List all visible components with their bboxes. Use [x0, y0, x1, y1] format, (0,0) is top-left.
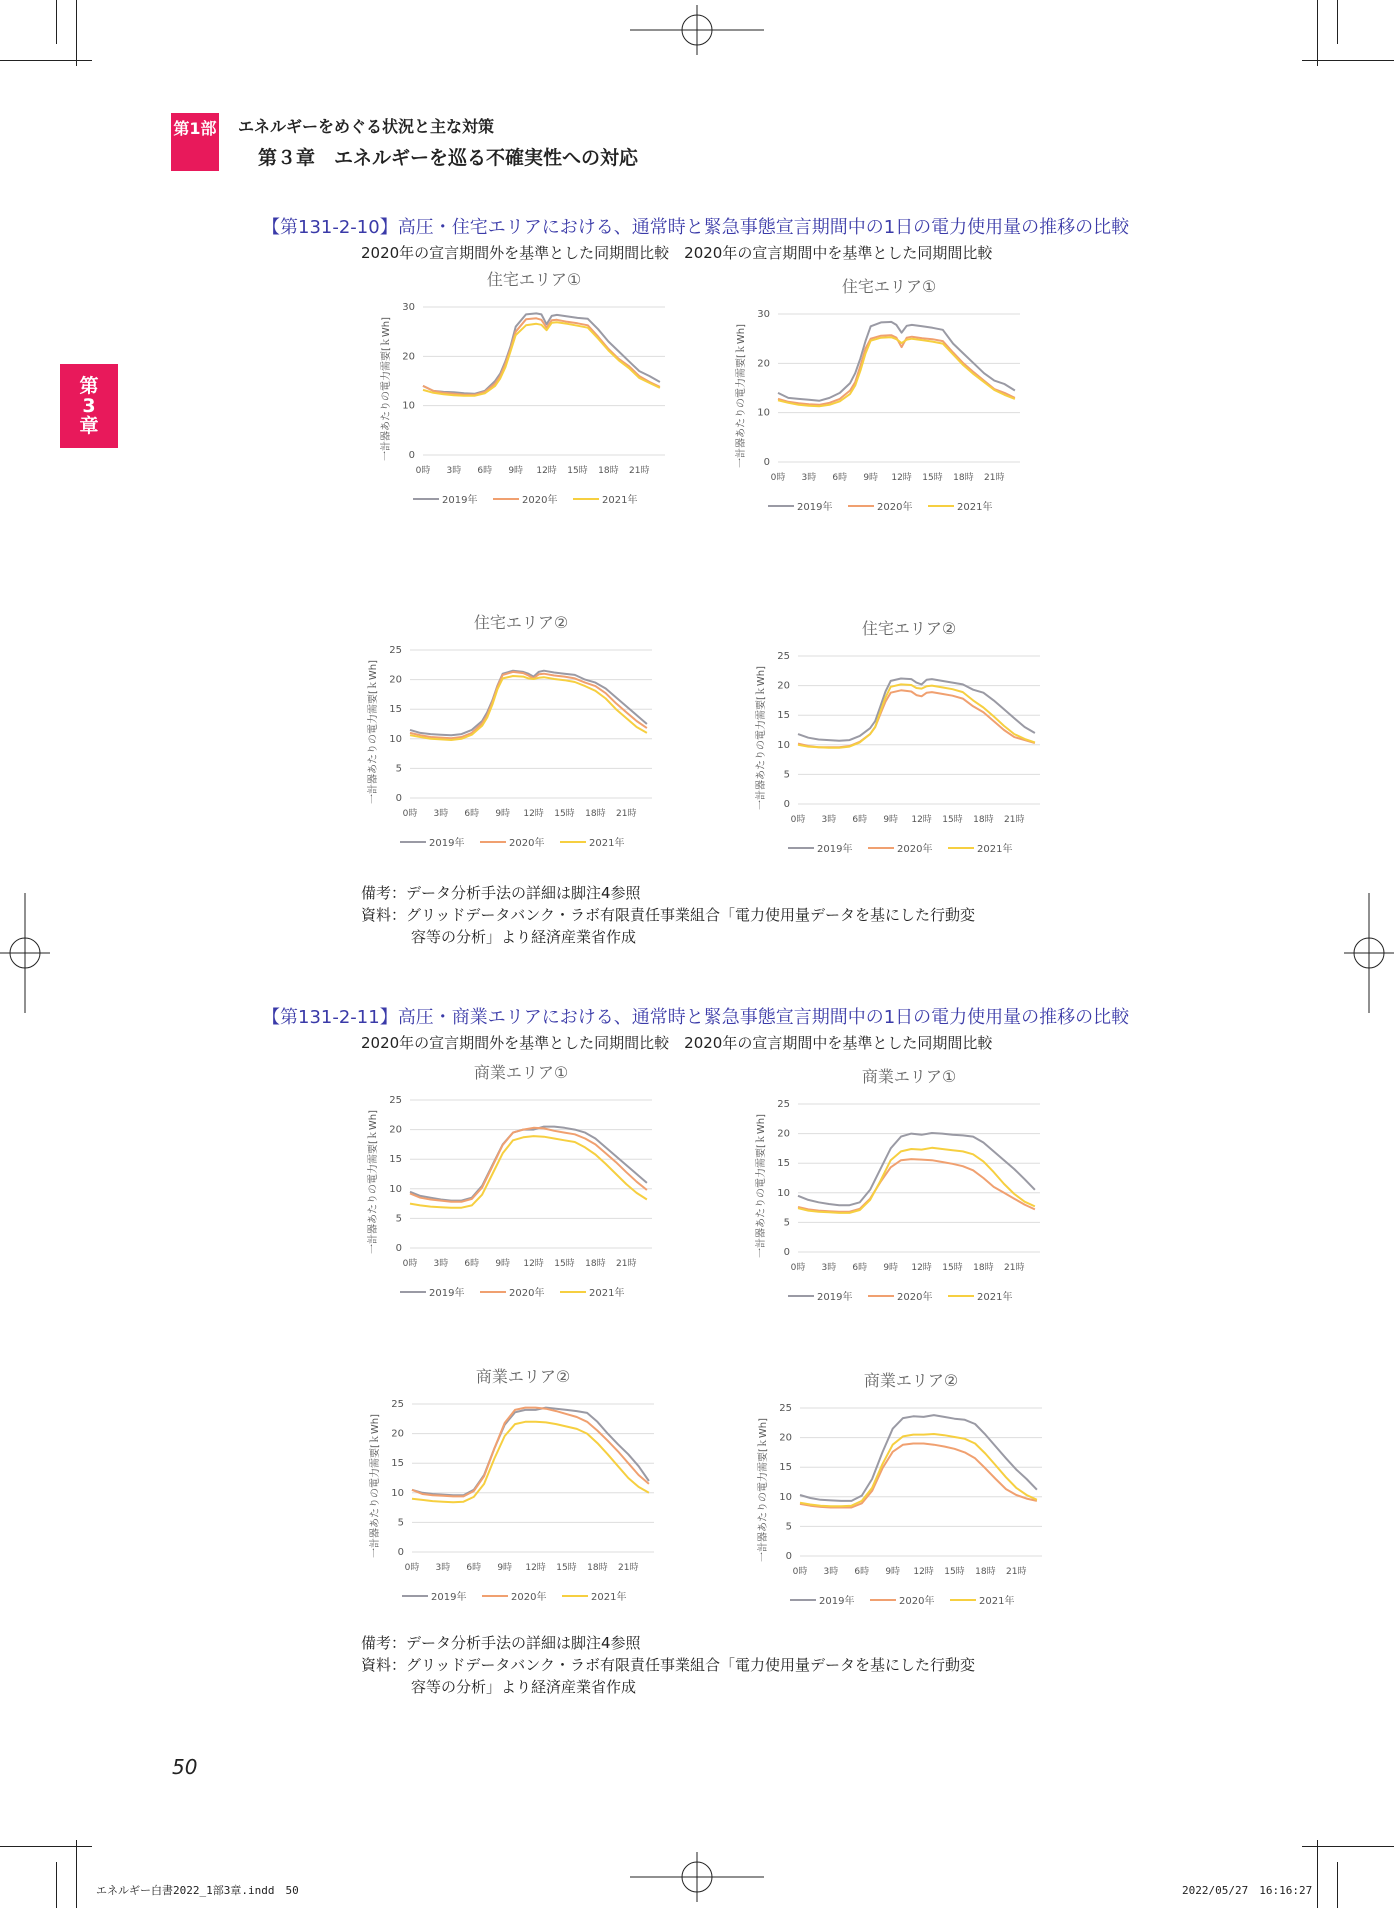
figure-2-source-cont: 容等の分析」より経済産業省作成: [411, 1678, 637, 1696]
x-tick-label: 21時: [1006, 1567, 1027, 1577]
chart-commercial-2-right: [752, 1366, 1052, 1636]
y-tick-label: 0: [783, 799, 790, 810]
x-tick-label: 6時: [854, 1567, 870, 1577]
x-tick-label: 18時: [973, 815, 994, 825]
series-line-2019年: [798, 1133, 1035, 1205]
x-tick-label: 6時: [464, 1259, 480, 1269]
x-tick-label: 0時: [790, 815, 806, 825]
x-tick-label: 15時: [922, 473, 943, 483]
figure-2-source: 資料：グリッドデータバンク・ラボ有限責任事業組合「電力使用量データを基にした行動変: [361, 1656, 975, 1674]
y-tick-label: 0: [395, 793, 402, 804]
y-tick-label: 25: [391, 1399, 404, 1410]
x-tick-label: 18時: [975, 1567, 996, 1577]
chart-title: 住宅エリア②: [861, 619, 957, 638]
figure-1-source: 資料：グリッドデータバンク・ラボ有限責任事業組合「電力使用量データを基にした行動変: [361, 906, 975, 924]
legend-label: 2020年: [511, 1592, 547, 1603]
x-tick-label: 12時: [911, 1263, 932, 1273]
x-tick-label: 3時: [435, 1563, 451, 1573]
x-tick-label: 3時: [433, 809, 449, 819]
y-tick-label: 10: [777, 739, 790, 751]
x-tick-label: 18時: [598, 466, 619, 476]
legend-label: 2021年: [589, 1288, 625, 1299]
x-tick-label: 15時: [556, 1563, 577, 1573]
y-tick-label: 10: [777, 1187, 790, 1199]
x-tick-label: 3時: [801, 473, 817, 483]
footer-timestamp: 2022/05/27 16:16:27: [1182, 1884, 1313, 1897]
y-tick-label: 10: [389, 733, 402, 745]
legend-label: 2021年: [589, 838, 625, 849]
chart-commercial-1-left: [362, 1058, 662, 1328]
series-line-2021年: [410, 1136, 647, 1208]
y-tick-label: 10: [389, 1183, 402, 1195]
side-tab-line-1: 第: [79, 375, 99, 397]
x-tick-label: 6時: [832, 473, 848, 483]
x-tick-label: 15時: [554, 809, 575, 819]
legend-label: 2020年: [877, 502, 913, 513]
part-badge: 第1部: [171, 113, 219, 141]
y-tick-label: 25: [779, 1403, 792, 1414]
chart-title: 商業エリア①: [861, 1067, 957, 1086]
legend-label: 2019年: [442, 495, 478, 506]
y-tick-label: 20: [402, 351, 415, 363]
y-tick-label: 10: [402, 400, 415, 412]
y-tick-label: 25: [777, 651, 790, 662]
x-tick-label: 12時: [523, 1259, 544, 1269]
y-tick-label: 10: [391, 1487, 404, 1499]
x-tick-label: 12時: [536, 466, 557, 476]
y-tick-label: 20: [777, 1128, 790, 1140]
legend-label: 2019年: [429, 1288, 465, 1299]
series-line-2021年: [410, 676, 647, 740]
x-tick-label: 0時: [402, 809, 418, 819]
legend-label: 2019年: [797, 502, 833, 513]
series-line-2021年: [798, 1148, 1035, 1213]
y-tick-label: 20: [777, 680, 790, 692]
series-line-2019年: [778, 322, 1015, 401]
legend-label: 2021年: [591, 1592, 627, 1603]
x-tick-label: 9時: [495, 1259, 511, 1269]
y-axis-label: 一計器あたりの電力需要[ｋWh]: [736, 323, 747, 469]
footer-file-info: エネルギー白書2022_1部3章.indd 50: [96, 1884, 299, 1897]
legend-label: 2020年: [897, 844, 933, 855]
x-tick-label: 15時: [944, 1567, 965, 1577]
chart-title: 商業エリア①: [473, 1063, 569, 1082]
legend-label: 2021年: [979, 1596, 1015, 1607]
side-tab-line-2: 3: [82, 395, 96, 417]
y-tick-label: 30: [402, 302, 415, 313]
x-tick-label: 12時: [891, 473, 912, 483]
figure-2-subtitle: 2020年の宣言期間外を基準とした同期間比較 2020年の宣言期間中を基準とした同期間比較: [361, 1034, 993, 1052]
part-badge-bar: [171, 141, 219, 171]
x-tick-label: 9時: [863, 473, 879, 483]
y-tick-label: 15: [777, 1158, 790, 1170]
x-tick-label: 18時: [953, 473, 974, 483]
y-tick-label: 15: [389, 704, 402, 716]
x-tick-label: 0時: [415, 466, 431, 476]
x-tick-label: 18時: [585, 1259, 606, 1269]
legend-label: 2019年: [817, 844, 853, 855]
side-tab-line-3: 章: [79, 415, 99, 437]
x-tick-label: 15時: [567, 466, 588, 476]
x-tick-label: 6時: [477, 466, 493, 476]
x-tick-label: 15時: [942, 1263, 963, 1273]
legend-label: 2021年: [602, 495, 638, 506]
y-tick-label: 10: [757, 407, 770, 419]
registration-mark-top: [630, 5, 764, 55]
y-tick-label: 20: [779, 1432, 792, 1444]
x-tick-label: 6時: [466, 1563, 482, 1573]
y-tick-label: 5: [783, 769, 790, 781]
x-tick-label: 0時: [790, 1263, 806, 1273]
x-tick-label: 3時: [823, 1567, 839, 1577]
registration-mark-left: [0, 893, 50, 1013]
x-tick-label: 12時: [911, 815, 932, 825]
x-tick-label: 9時: [883, 815, 899, 825]
legend-label: 2021年: [977, 1292, 1013, 1303]
y-tick-label: 20: [389, 674, 402, 686]
x-tick-label: 0時: [402, 1259, 418, 1269]
figure-1-subtitle: 2020年の宣言期間外を基準とした同期間比較 2020年の宣言期間中を基準とした同期間比較: [361, 244, 993, 262]
x-tick-label: 3時: [821, 815, 837, 825]
figure-2-note: 備考：データ分析手法の詳細は脚注4参照: [361, 1634, 641, 1652]
series-line-2020年: [798, 690, 1035, 747]
y-tick-label: 5: [397, 1517, 404, 1529]
x-tick-label: 21時: [1004, 815, 1025, 825]
x-tick-label: 0時: [404, 1563, 420, 1573]
y-axis-label: 一計器あたりの電力需要[ｋWh]: [368, 659, 379, 805]
x-tick-label: 3時: [446, 466, 462, 476]
chart-residential-1-left: [375, 265, 675, 535]
series-line-2021年: [800, 1434, 1037, 1506]
legend-label: 2019年: [429, 838, 465, 849]
y-tick-label: 20: [391, 1428, 404, 1440]
x-tick-label: 12時: [525, 1563, 546, 1573]
chart-commercial-1-right: [750, 1062, 1050, 1332]
x-tick-label: 3時: [821, 1263, 837, 1273]
chart-residential-2-right: [750, 614, 1050, 884]
x-tick-label: 15時: [554, 1259, 575, 1269]
legend-label: 2019年: [817, 1292, 853, 1303]
y-tick-label: 5: [395, 1213, 402, 1225]
x-tick-label: 21時: [629, 466, 650, 476]
x-tick-label: 18時: [973, 1263, 994, 1273]
series-line-2021年: [778, 337, 1015, 406]
x-tick-label: 9時: [508, 466, 524, 476]
x-tick-label: 0時: [770, 473, 786, 483]
y-tick-label: 25: [389, 645, 402, 656]
x-tick-label: 12時: [523, 809, 544, 819]
x-tick-label: 21時: [616, 809, 637, 819]
chart-title: 住宅エリア②: [473, 613, 569, 632]
y-axis-label: 一計器あたりの電力需要[ｋWh]: [756, 1113, 767, 1259]
y-tick-label: 0: [783, 1247, 790, 1258]
y-axis-label: 一計器あたりの電力需要[ｋWh]: [381, 316, 392, 462]
legend-label: 2020年: [509, 838, 545, 849]
y-tick-label: 5: [785, 1521, 792, 1533]
y-tick-label: 25: [389, 1095, 402, 1106]
legend-label: 2019年: [431, 1592, 467, 1603]
chart-title: 商業エリア②: [863, 1371, 959, 1390]
chart-residential-2-left: [362, 608, 662, 878]
figure-1-note: 備考：データ分析手法の詳細は脚注4参照: [361, 884, 641, 902]
chart-title: 商業エリア②: [475, 1367, 571, 1386]
chart-title: 住宅エリア①: [841, 277, 937, 296]
page-number: 50: [172, 1755, 198, 1779]
y-tick-label: 25: [777, 1099, 790, 1110]
y-tick-label: 0: [408, 450, 415, 461]
x-tick-label: 6時: [852, 815, 868, 825]
y-tick-label: 20: [757, 358, 770, 370]
y-tick-label: 10: [779, 1491, 792, 1503]
y-tick-label: 0: [763, 457, 770, 468]
legend-label: 2021年: [957, 502, 993, 513]
x-tick-label: 15時: [942, 815, 963, 825]
x-tick-label: 21時: [616, 1259, 637, 1269]
x-tick-label: 0時: [792, 1567, 808, 1577]
x-tick-label: 12時: [913, 1567, 934, 1577]
chart-title: 住宅エリア①: [486, 270, 582, 289]
figure-1-title: 【第131-2-10】高圧・住宅エリアにおける、通常時と緊急事態宣言期間中の1日の電力使用量の推移の比較: [262, 217, 1130, 238]
series-line-2021年: [798, 684, 1035, 747]
legend-label: 2020年: [897, 1292, 933, 1303]
chapter-side-tab: [60, 364, 118, 448]
series-line-2019年: [412, 1408, 649, 1496]
x-tick-label: 21時: [618, 1563, 639, 1573]
x-tick-label: 3時: [433, 1259, 449, 1269]
part-title: エネルギーをめぐる状況と主な対策: [238, 117, 495, 136]
x-tick-label: 9時: [883, 1263, 899, 1273]
y-tick-label: 15: [779, 1462, 792, 1474]
x-tick-label: 6時: [464, 809, 480, 819]
series-line-2019年: [800, 1415, 1037, 1501]
chapter-title: 第３章 エネルギーを巡る不確実性への対応: [258, 147, 639, 169]
registration-mark-bottom: [630, 1852, 764, 1902]
x-tick-label: 9時: [885, 1567, 901, 1577]
y-tick-label: 15: [389, 1154, 402, 1166]
x-tick-label: 21時: [984, 473, 1005, 483]
y-tick-label: 15: [777, 710, 790, 722]
x-tick-label: 9時: [495, 809, 511, 819]
chart-residential-1-right: [730, 272, 1030, 542]
figure-1-source-cont: 容等の分析」より経済産業省作成: [411, 928, 637, 946]
legend-label: 2020年: [522, 495, 558, 506]
y-axis-label: 一計器あたりの電力需要[ｋWh]: [756, 665, 767, 811]
y-axis-label: 一計器あたりの電力需要[ｋWh]: [368, 1109, 379, 1255]
figure-2-title: 【第131-2-11】高圧・商業エリアにおける、通常時と緊急事態宣言期間中の1日の電力使用量の推移の比較: [262, 1007, 1130, 1028]
x-tick-label: 9時: [497, 1563, 513, 1573]
y-tick-label: 30: [757, 309, 770, 320]
legend-label: 2021年: [977, 844, 1013, 855]
y-tick-label: 0: [395, 1243, 402, 1254]
series-line-2020年: [410, 1128, 647, 1202]
x-tick-label: 6時: [852, 1263, 868, 1273]
series-line-2021年: [423, 322, 660, 396]
y-axis-label: 一計器あたりの電力需要[ｋWh]: [370, 1413, 381, 1559]
y-tick-label: 5: [783, 1217, 790, 1229]
legend-label: 2020年: [509, 1288, 545, 1299]
legend-label: 2020年: [899, 1596, 935, 1607]
chart-commercial-2-left: [364, 1362, 664, 1632]
y-tick-label: 5: [395, 763, 402, 775]
registration-mark-right: [1344, 893, 1394, 1013]
y-axis-label: 一計器あたりの電力需要[ｋWh]: [758, 1417, 769, 1563]
x-tick-label: 18時: [585, 809, 606, 819]
y-tick-label: 0: [397, 1547, 404, 1558]
x-tick-label: 18時: [587, 1563, 608, 1573]
y-tick-label: 0: [785, 1551, 792, 1562]
x-tick-label: 21時: [1004, 1263, 1025, 1273]
y-tick-label: 15: [391, 1458, 404, 1470]
legend-label: 2019年: [819, 1596, 855, 1607]
y-tick-label: 20: [389, 1124, 402, 1136]
